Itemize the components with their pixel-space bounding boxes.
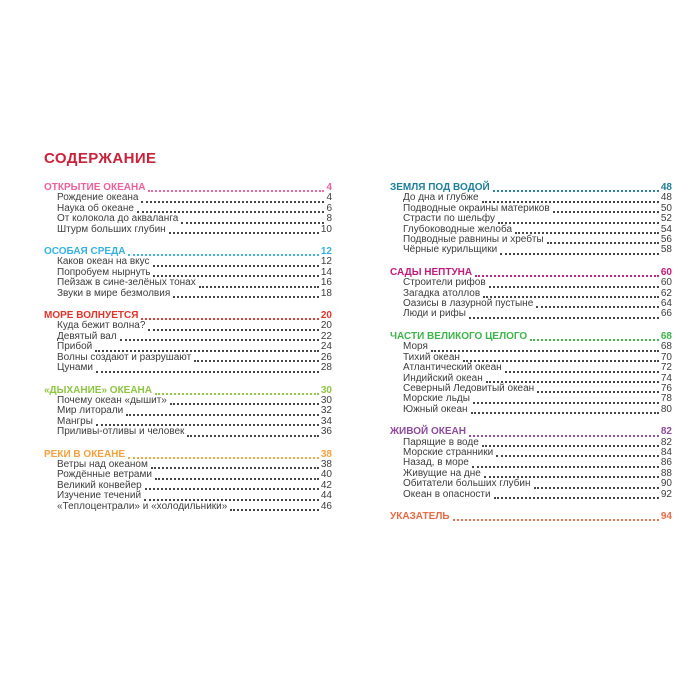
- toc-entry: [390, 490, 672, 500]
- dotted-leader: [155, 393, 319, 395]
- toc-entry-page-number: 32: [320, 405, 332, 417]
- toc-entry-page-number: 62: [660, 287, 672, 299]
- toc-entry-label: Ветры над океаном: [57, 458, 148, 470]
- toc-entry-page-number: 66: [660, 308, 672, 320]
- dotted-leader: [463, 360, 659, 362]
- dotted-leader: [169, 232, 319, 234]
- toc-entry-page-number: 28: [320, 362, 332, 374]
- toc-section-header-page-number: 4: [326, 182, 332, 193]
- toc-entry-page-number: 8: [326, 213, 332, 225]
- dotted-leader: [173, 296, 319, 298]
- toc-entry-label: Звуки в мире безмолвия: [57, 287, 171, 299]
- toc-entry-label: Попробуем нырнуть: [57, 266, 151, 278]
- toc-entry-label: «Теплоцентрали» и «холодильники»: [57, 500, 228, 512]
- toc-section-header-label: ОТКРЫТИЕ ОКЕАНА: [44, 182, 146, 193]
- toc-entry: [44, 427, 332, 437]
- toc-entry-label: Страсти по шельфу: [403, 213, 496, 225]
- toc-section: [44, 450, 332, 512]
- toc-entry-page-number: 74: [660, 372, 672, 384]
- dotted-leader: [537, 391, 659, 393]
- toc-entry-label: Живущие на дне: [403, 467, 481, 479]
- toc-entry-page-number: 72: [660, 362, 672, 374]
- toc-entry-label: Загадка атоллов: [403, 287, 481, 299]
- toc-entry-page-number: 46: [320, 500, 332, 512]
- toc-entry-label: Девятый вал: [57, 330, 117, 342]
- dotted-leader: [534, 487, 659, 489]
- dotted-leader: [126, 414, 319, 416]
- dotted-leader: [498, 222, 659, 224]
- toc-section-header-page-number: 60: [660, 266, 672, 278]
- toc-entry-page-number: 44: [320, 490, 332, 502]
- toc-entry-label: Южный океан: [403, 403, 468, 415]
- dotted-leader: [475, 275, 659, 277]
- toc-section-header-page-number: 20: [320, 310, 332, 322]
- dotted-leader: [515, 232, 659, 234]
- toc-column-left: [44, 183, 332, 522]
- toc-section-header-label: ЗЕМЛЯ ПОД ВОДОЙ: [390, 182, 490, 193]
- toc-section-header: [390, 332, 672, 342]
- page-title: СОДЕРЖАНИЕ: [44, 150, 157, 167]
- toc-entry-label: Океан в опасности: [403, 488, 491, 500]
- dotted-leader: [128, 457, 319, 459]
- toc-entry-page-number: 92: [660, 488, 672, 500]
- dotted-leader: [151, 467, 319, 469]
- toc-entry-label: Великий конвейер: [57, 479, 142, 491]
- toc-section-header-label: САДЫ НЕПТУНА: [390, 266, 473, 278]
- toc-entry-label: Прибой: [57, 341, 93, 353]
- dotted-leader: [482, 445, 659, 447]
- toc-entry: [44, 289, 332, 299]
- dotted-leader: [482, 201, 659, 203]
- dotted-leader: [536, 306, 659, 308]
- toc-section: [390, 183, 672, 256]
- dotted-leader: [505, 371, 659, 373]
- dotted-leader: [489, 286, 659, 288]
- table-of-contents: [44, 150, 672, 522]
- toc-entry-page-number: 50: [660, 202, 672, 214]
- toc-entry-page-number: 30: [320, 394, 332, 406]
- dotted-leader: [494, 497, 659, 499]
- dotted-leader: [483, 296, 659, 298]
- toc-entry-page-number: 58: [660, 244, 672, 256]
- toc-entry-label: Почему океан «дышит»: [57, 394, 167, 406]
- dotted-leader: [484, 476, 659, 478]
- toc-entry-label: Изучение течений: [57, 490, 142, 502]
- dotted-leader: [486, 381, 659, 383]
- toc-entry-page-number: 82: [660, 436, 672, 448]
- toc-entry-label: Чёрные курильщики: [403, 244, 498, 256]
- toc-entry-page-number: 80: [660, 403, 672, 415]
- toc-entry-label: Атлантический океан: [403, 362, 502, 374]
- toc-entry-page-number: 6: [326, 202, 332, 214]
- dotted-leader: [96, 424, 319, 426]
- toc-section-header: [390, 512, 672, 522]
- toc-entry-label: Приливы-отливы и человек: [57, 426, 185, 438]
- toc-section-header-page-number: 12: [320, 246, 332, 258]
- toc-entry-label: Каков океан на вкус: [57, 256, 150, 268]
- toc-section: [44, 247, 332, 299]
- dotted-leader: [493, 190, 659, 192]
- toc-columns: [44, 183, 672, 522]
- toc-entry-page-number: 24: [320, 341, 332, 353]
- toc-section: [390, 332, 672, 415]
- dotted-leader: [181, 222, 324, 224]
- toc-section: [44, 386, 332, 438]
- toc-section: [390, 427, 672, 500]
- dotted-leader: [153, 265, 319, 267]
- toc-entry-page-number: 22: [320, 330, 332, 342]
- toc-entry-label: Парящие в воде: [403, 436, 479, 448]
- toc-section: [44, 183, 332, 235]
- toc-entry-page-number: 88: [660, 467, 672, 479]
- toc-entry-label: Рождённые ветрами: [57, 469, 152, 481]
- dotted-leader: [141, 201, 324, 203]
- dotted-leader: [155, 478, 319, 480]
- toc-entry-page-number: 4: [326, 192, 332, 204]
- toc-entry: [44, 225, 332, 235]
- toc-section-header-label: УКАЗАТЕЛЬ: [390, 510, 450, 522]
- toc-section-header-page-number: 94: [660, 510, 672, 522]
- toc-entry: [44, 363, 332, 373]
- toc-entry-label: Морские льды: [403, 393, 470, 405]
- toc-entry-label: Наука об океане: [57, 202, 134, 214]
- toc-entry-page-number: 36: [320, 426, 332, 438]
- toc-entry-label: Волны создают и разрушают: [57, 351, 192, 363]
- toc-section-header-label: ОСОБАЯ СРЕДА: [44, 246, 126, 258]
- dotted-leader: [144, 499, 319, 501]
- toc-entry-label: Моря: [403, 341, 428, 353]
- dotted-leader: [170, 403, 319, 405]
- toc-entry-label: Строители рифов: [403, 277, 486, 289]
- toc-entry: [390, 342, 672, 352]
- toc-entry-page-number: 76: [660, 382, 672, 394]
- toc-entry-page-number: 70: [660, 351, 672, 363]
- toc-entry-page-number: 86: [660, 457, 672, 469]
- toc-entry-label: Рождение океана: [57, 192, 139, 204]
- toc-entry-label: До дна и глубже: [403, 192, 479, 204]
- toc-entry-label: Назад, в море: [403, 457, 469, 469]
- dotted-leader: [153, 275, 318, 277]
- toc-entry: [390, 405, 672, 415]
- toc-entry-page-number: 12: [320, 256, 332, 268]
- toc-entry-page-number: 90: [660, 478, 672, 490]
- toc-entry-label: Оазисы в лазурной пустыне: [403, 298, 534, 310]
- toc-entry-label: Подводные равнины и хребты: [403, 234, 544, 246]
- dotted-leader: [553, 211, 659, 213]
- toc-section-header-label: ЖИВОЙ ОКЕАН: [390, 426, 466, 438]
- dotted-leader: [530, 339, 659, 341]
- dotted-leader: [230, 509, 319, 511]
- toc-entry-label: Тихий океан: [403, 351, 460, 363]
- toc-section-header-label: «ДЫХАНИЕ» ОКЕАНА: [44, 384, 153, 396]
- toc-section-header-page-number: 82: [660, 426, 672, 438]
- dotted-leader: [187, 435, 318, 437]
- toc-entry-label: Северный Ледовитый океан: [403, 382, 535, 394]
- toc-entry-page-number: 78: [660, 393, 672, 405]
- dotted-leader: [95, 350, 319, 352]
- toc-section-header-page-number: 38: [320, 448, 332, 460]
- toc-entry-page-number: 52: [660, 213, 672, 225]
- toc-entry-page-number: 18: [320, 287, 332, 299]
- toc-section-header-label: ЧАСТИ ВЕЛИКОГО ЦЕЛОГО: [390, 330, 528, 342]
- toc-entry-page-number: 14: [320, 266, 332, 278]
- toc-entry: [390, 245, 672, 255]
- toc-column-right: [390, 183, 672, 522]
- toc-entry-label: Люди и рифы: [403, 308, 466, 320]
- toc-section: [390, 268, 672, 320]
- dotted-leader: [431, 350, 659, 352]
- dotted-leader: [471, 412, 659, 414]
- toc-entry-page-number: 48: [660, 192, 672, 204]
- toc-section-header-page-number: 68: [660, 330, 672, 342]
- toc-entry-label: Глубоководные желоба: [403, 223, 513, 235]
- toc-section-header-page-number: 30: [320, 384, 332, 396]
- toc-entry-label: Цунами: [57, 362, 93, 374]
- toc-entry-page-number: 84: [660, 446, 672, 458]
- toc-entry-page-number: 40: [320, 469, 332, 481]
- toc-entry-label: Куда бежит волна?: [57, 320, 146, 332]
- dotted-leader: [120, 339, 319, 341]
- dotted-leader: [547, 242, 659, 244]
- toc-entry-page-number: 10: [320, 223, 332, 235]
- toc-entry: [390, 363, 672, 373]
- dotted-leader: [453, 519, 659, 521]
- toc-entry-page-number: 38: [320, 458, 332, 470]
- dotted-leader: [128, 254, 318, 256]
- dotted-leader: [199, 286, 319, 288]
- toc-entry-label: Мир литорали: [57, 405, 124, 417]
- dotted-leader: [473, 402, 659, 404]
- dotted-leader: [500, 253, 659, 255]
- toc-entry-label: Штурм больших глубин: [57, 223, 166, 235]
- toc-entry-label: Обитатели больших глубин: [403, 478, 531, 490]
- dotted-leader: [194, 360, 319, 362]
- dotted-leader: [496, 455, 659, 457]
- toc-entry-label: Подводные окраины материков: [403, 202, 550, 214]
- dotted-leader: [469, 317, 659, 319]
- toc-entry: [44, 502, 332, 512]
- dotted-leader: [148, 190, 324, 192]
- toc-section-header: [390, 427, 672, 437]
- dotted-leader: [472, 466, 659, 468]
- toc-entry-label: Морские странники: [403, 446, 494, 458]
- toc-section-header-label: РЕКИ В ОКЕАНЕ: [44, 448, 126, 460]
- toc-entry-page-number: 20: [320, 320, 332, 332]
- toc-section-header-page-number: 48: [660, 182, 672, 193]
- toc-entry-page-number: 54: [660, 223, 672, 235]
- toc-section: [44, 311, 332, 373]
- dotted-leader: [137, 211, 325, 213]
- toc-entry-page-number: 68: [660, 341, 672, 353]
- dotted-leader: [148, 329, 318, 331]
- dotted-leader: [469, 435, 659, 437]
- toc-entry-page-number: 34: [320, 415, 332, 427]
- toc-entry: [44, 491, 332, 501]
- dotted-leader: [96, 371, 319, 373]
- toc-entry-page-number: 26: [320, 351, 332, 363]
- toc-entry: [390, 479, 672, 489]
- toc-entry-label: От колокола до акваланга: [57, 213, 179, 225]
- dotted-leader: [145, 488, 319, 490]
- toc-entry-page-number: 60: [660, 277, 672, 289]
- toc-section-header-label: МОРЕ ВОЛНУЕТСЯ: [44, 310, 139, 322]
- toc-entry: [390, 309, 672, 319]
- toc-entry-label: Мангры: [57, 415, 93, 427]
- toc-entry-page-number: 16: [320, 277, 332, 289]
- toc-entry-page-number: 56: [660, 234, 672, 246]
- toc-entry-page-number: 64: [660, 298, 672, 310]
- toc-entry-page-number: 42: [320, 479, 332, 491]
- dotted-leader: [141, 318, 319, 320]
- toc-entry-label: Пейзаж в сине-зелёных тонах: [57, 277, 196, 289]
- toc-section: [390, 512, 672, 522]
- toc-entry-label: Индийский океан: [403, 372, 483, 384]
